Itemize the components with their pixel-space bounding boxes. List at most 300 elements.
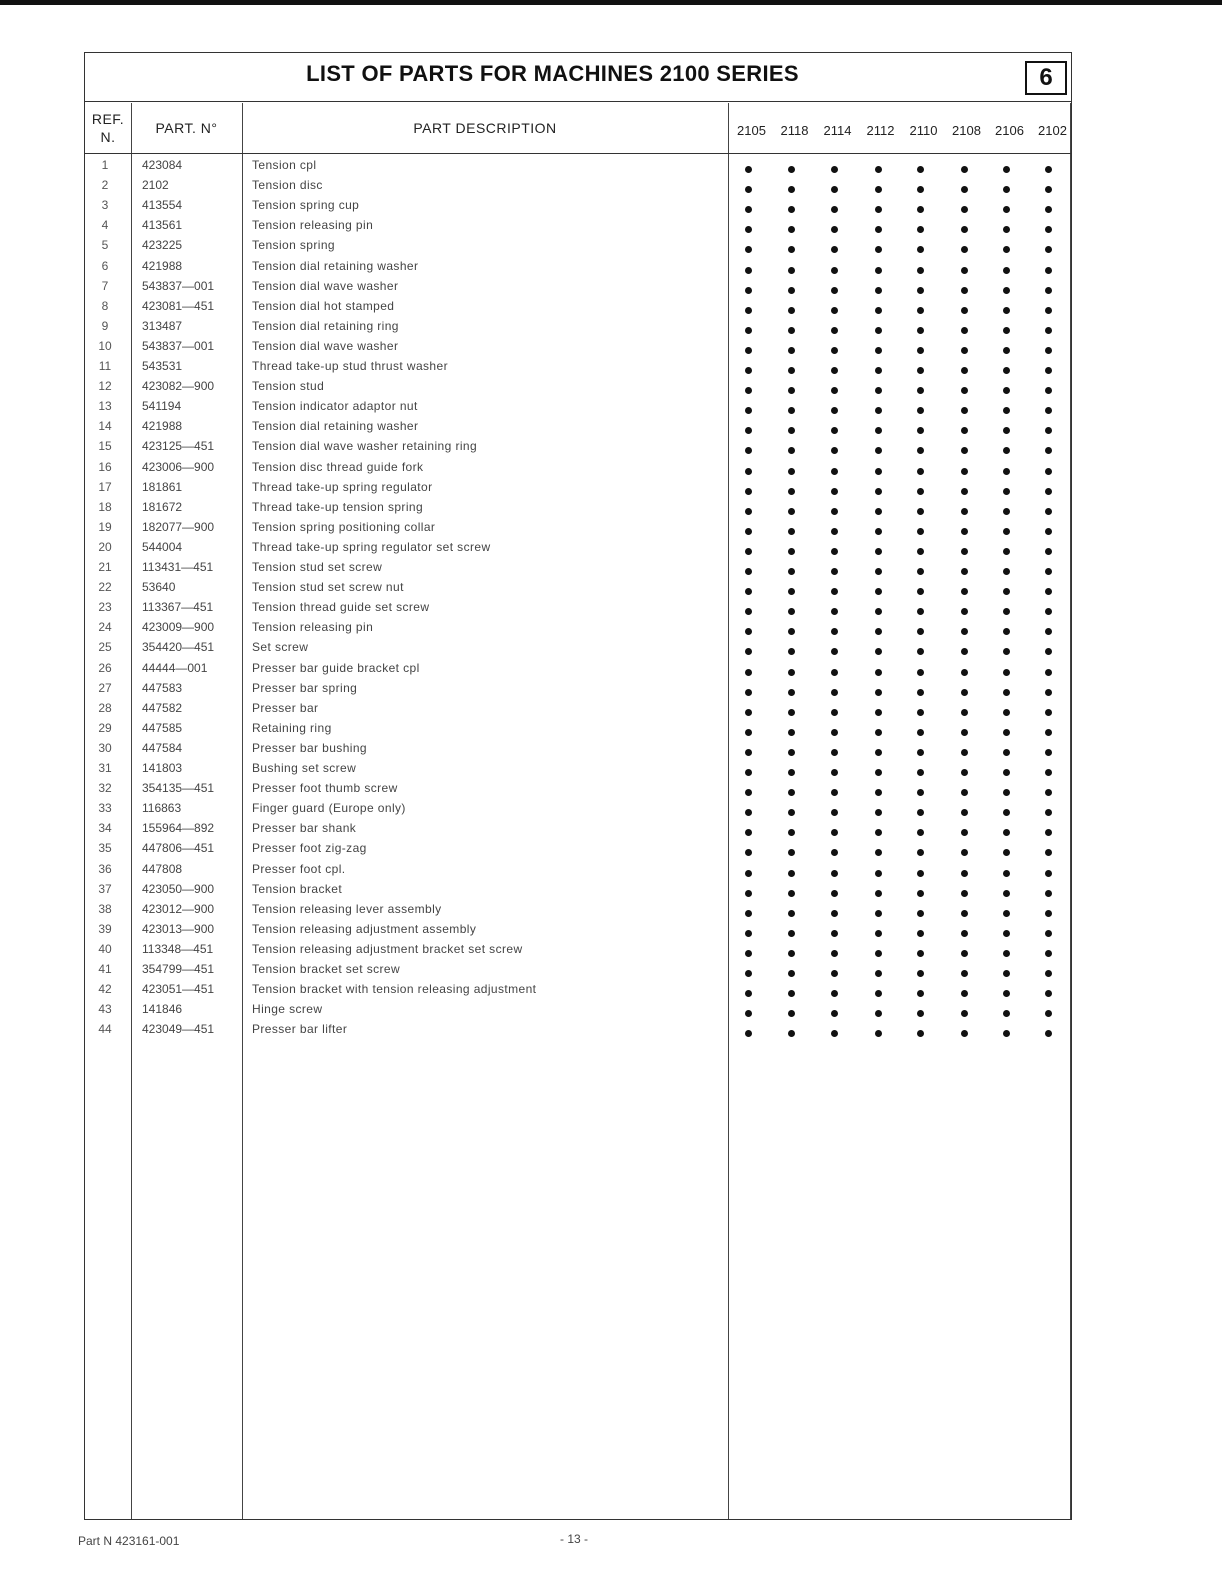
applicability-dot xyxy=(788,769,795,776)
table-row xyxy=(85,580,1071,600)
applicability-dot xyxy=(831,246,838,253)
applicability-dot xyxy=(917,809,924,816)
ref-cell: 39 xyxy=(98,921,112,936)
part-number-cell: 354135—451 xyxy=(142,781,215,796)
description-cell: Thread take-up spring regulator xyxy=(252,479,433,494)
applicability-dot xyxy=(831,267,838,274)
applicability-dot xyxy=(745,628,752,635)
part-number-cell: 447808 xyxy=(142,861,183,876)
applicability-dot xyxy=(1003,608,1010,615)
description-cell: Tension bracket set screw xyxy=(252,962,401,976)
applicability-dot xyxy=(961,287,968,294)
ref-cell: 31 xyxy=(98,761,112,775)
parts-list-frame xyxy=(84,52,1072,1520)
applicability-dot xyxy=(831,789,838,796)
applicability-dot xyxy=(875,648,882,655)
description-cell: Tension dial retaining washer xyxy=(252,258,419,273)
ref-cell: 13 xyxy=(98,399,112,414)
applicability-dot xyxy=(1003,327,1010,334)
applicability-dot xyxy=(1045,468,1052,475)
applicability-dot xyxy=(875,749,882,756)
applicability-dot xyxy=(831,749,838,756)
applicability-dot xyxy=(1003,246,1010,253)
applicability-dot xyxy=(961,628,968,635)
applicability-dot xyxy=(961,669,968,676)
model-header: 2102 xyxy=(1038,123,1067,138)
applicability-dot xyxy=(788,548,795,555)
ref-cell: 33 xyxy=(98,801,112,816)
applicability-dot xyxy=(831,608,838,615)
part-number-cell: 421988 xyxy=(142,419,183,434)
applicability-dot xyxy=(917,829,924,836)
applicability-dot xyxy=(788,628,795,635)
part-number-cell: 155964—892 xyxy=(142,821,215,836)
applicability-dot xyxy=(961,950,968,957)
applicability-dot xyxy=(1045,267,1052,274)
applicability-dot xyxy=(875,709,882,716)
applicability-dot xyxy=(788,930,795,937)
applicability-dot xyxy=(875,226,882,233)
part-number-cell: 541194 xyxy=(142,399,182,414)
table-row xyxy=(85,741,1071,761)
ref-cell: 11 xyxy=(98,359,112,373)
applicability-dot xyxy=(745,709,752,716)
part-number-cell: 447585 xyxy=(142,720,183,735)
applicability-dot xyxy=(1003,267,1010,274)
applicability-dot xyxy=(1045,809,1052,816)
applicability-dot xyxy=(917,669,924,676)
applicability-dot xyxy=(745,648,752,655)
applicability-dot xyxy=(745,186,752,193)
applicability-dot xyxy=(788,829,795,836)
applicability-dot xyxy=(831,568,838,575)
applicability-dot xyxy=(1003,427,1010,434)
applicability-dot xyxy=(961,468,968,475)
table-row xyxy=(85,661,1071,681)
applicability-dot xyxy=(831,990,838,997)
applicability-dot xyxy=(1045,568,1052,575)
part-number-cell: 544004 xyxy=(142,539,183,554)
applicability-dot xyxy=(745,588,752,595)
part-number-cell: 354420—451 xyxy=(142,640,215,655)
part-number-cell: 423013—900 xyxy=(142,921,215,936)
applicability-dot xyxy=(1045,749,1052,756)
applicability-dot xyxy=(788,809,795,816)
applicability-dot xyxy=(788,1010,795,1017)
applicability-dot xyxy=(1003,528,1010,535)
applicability-dot xyxy=(831,709,838,716)
applicability-dot xyxy=(831,206,838,213)
applicability-dot xyxy=(1045,387,1052,394)
part-number-cell: 423006—900 xyxy=(142,459,215,474)
applicability-dot xyxy=(745,789,752,796)
applicability-dot xyxy=(831,468,838,475)
applicability-dot xyxy=(1045,729,1052,736)
description-cell: Tension stud xyxy=(252,379,325,394)
applicability-dot xyxy=(1003,910,1010,917)
ref-cell: 29 xyxy=(98,720,112,735)
applicability-dot xyxy=(1045,669,1052,676)
applicability-dot xyxy=(875,488,882,495)
table-row xyxy=(85,841,1071,861)
applicability-dot xyxy=(1045,347,1052,354)
ref-n-header: N. xyxy=(100,129,116,145)
part-number-cell: 53640 xyxy=(142,580,176,595)
description-cell: Tension releasing adjustment assembly xyxy=(252,921,477,936)
description-cell: Tension releasing adjustment bracket set screw xyxy=(252,941,523,956)
ref-cell: 22 xyxy=(98,580,112,595)
applicability-dot xyxy=(831,849,838,856)
applicability-dot xyxy=(875,568,882,575)
applicability-dot xyxy=(961,427,968,434)
applicability-dot xyxy=(788,206,795,213)
applicability-dot xyxy=(1045,910,1052,917)
description-cell: Tension dial retaining ring xyxy=(252,318,399,333)
applicability-dot xyxy=(1045,608,1052,615)
applicability-dot xyxy=(1045,287,1052,294)
applicability-dot xyxy=(788,367,795,374)
table-row xyxy=(85,460,1071,480)
applicability-dot xyxy=(745,910,752,917)
applicability-dot xyxy=(961,226,968,233)
applicability-dot xyxy=(1045,528,1052,535)
applicability-dot xyxy=(961,890,968,897)
applicability-dot xyxy=(788,990,795,997)
applicability-dot xyxy=(961,447,968,454)
ref-cell: 18 xyxy=(98,499,112,514)
part-number-cell: 423049—451 xyxy=(142,1022,215,1037)
applicability-dot xyxy=(745,166,752,173)
applicability-dot xyxy=(917,226,924,233)
applicability-dot xyxy=(831,387,838,394)
applicability-dot xyxy=(1045,427,1052,434)
applicability-dot xyxy=(917,447,924,454)
applicability-dot xyxy=(1045,870,1052,877)
applicability-dot xyxy=(831,910,838,917)
applicability-dot xyxy=(917,166,924,173)
table-row xyxy=(85,259,1071,279)
description-cell: Tension dial retaining washer xyxy=(252,419,419,434)
applicability-dot xyxy=(1045,588,1052,595)
description-cell: Presser bar xyxy=(252,700,319,715)
applicability-dot xyxy=(875,267,882,274)
description-cell: Tension dial hot stamped xyxy=(252,298,395,313)
applicability-dot xyxy=(745,307,752,314)
applicability-dot xyxy=(875,246,882,253)
table-row xyxy=(85,882,1071,902)
ref-cell: 3 xyxy=(101,198,109,213)
applicability-dot xyxy=(788,729,795,736)
applicability-dot xyxy=(1003,930,1010,937)
table-row xyxy=(85,279,1071,299)
table-row xyxy=(85,600,1071,620)
description-cell: Tension bracket with tension releasing adjustment xyxy=(252,982,537,997)
applicability-dot xyxy=(1045,1010,1052,1017)
applicability-dot xyxy=(961,689,968,696)
part-number-cell: 423082—900 xyxy=(142,379,215,394)
applicability-dot xyxy=(917,528,924,535)
model-header: 2118 xyxy=(780,123,809,138)
applicability-dot xyxy=(1003,347,1010,354)
applicability-dot xyxy=(745,669,752,676)
table-row xyxy=(85,299,1071,319)
applicability-dot xyxy=(745,327,752,334)
applicability-dot xyxy=(745,447,752,454)
applicability-dot xyxy=(1003,990,1010,997)
applicability-dot xyxy=(1003,367,1010,374)
applicability-dot xyxy=(788,568,795,575)
applicability-dot xyxy=(1045,166,1052,173)
applicability-dot xyxy=(831,447,838,454)
table-row xyxy=(85,640,1071,660)
description-cell: Finger guard (Europe only) xyxy=(252,801,406,816)
applicability-dot xyxy=(875,829,882,836)
ref-header: REF. xyxy=(91,111,125,127)
part-number-cell: 543531 xyxy=(142,359,183,373)
table-row xyxy=(85,319,1071,339)
applicability-dot xyxy=(1045,990,1052,997)
applicability-dot xyxy=(875,287,882,294)
applicability-dot xyxy=(1045,488,1052,495)
model-header: 2114 xyxy=(823,123,852,138)
footer-page-number: - 13 - xyxy=(560,1532,589,1546)
applicability-dot xyxy=(917,648,924,655)
applicability-dot xyxy=(1045,829,1052,836)
table-row xyxy=(85,862,1071,882)
part-number-cell: 447583 xyxy=(142,680,183,695)
model-header: 2110 xyxy=(909,123,938,138)
applicability-dot xyxy=(788,447,795,454)
applicability-dot xyxy=(1045,970,1052,977)
applicability-dot xyxy=(831,628,838,635)
table-row xyxy=(85,902,1071,922)
ref-cell: 24 xyxy=(98,620,112,635)
applicability-dot xyxy=(961,367,968,374)
applicability-dot xyxy=(917,407,924,414)
applicability-dot xyxy=(875,307,882,314)
applicability-dot xyxy=(788,307,795,314)
part-number-cell: 543837—001 xyxy=(142,338,215,353)
applicability-dot xyxy=(875,206,882,213)
applicability-dot xyxy=(917,990,924,997)
applicability-dot xyxy=(1045,508,1052,515)
description-cell: Tension bracket xyxy=(252,881,343,896)
ref-cell: 10 xyxy=(98,338,112,353)
applicability-dot xyxy=(961,407,968,414)
ref-cell: 41 xyxy=(98,962,112,976)
applicability-dot xyxy=(917,910,924,917)
description-cell: Thread take-up tension spring xyxy=(252,499,424,514)
applicability-dot xyxy=(745,849,752,856)
applicability-dot xyxy=(961,206,968,213)
applicability-dot xyxy=(1003,186,1010,193)
applicability-dot xyxy=(917,267,924,274)
table-row xyxy=(85,198,1071,218)
header-divider xyxy=(85,153,1071,154)
applicability-dot xyxy=(788,468,795,475)
applicability-dot xyxy=(917,287,924,294)
applicability-dot xyxy=(875,1010,882,1017)
applicability-dot xyxy=(831,508,838,515)
applicability-dot xyxy=(875,588,882,595)
table-row xyxy=(85,1022,1071,1042)
table-row xyxy=(85,721,1071,741)
applicability-dot xyxy=(1045,689,1052,696)
part-number-cell: 354799—451 xyxy=(142,962,215,976)
applicability-dot xyxy=(1003,669,1010,676)
description-cell: Tension spring positioning collar xyxy=(252,519,436,534)
table-row xyxy=(85,218,1071,238)
part-number-cell: 313487 xyxy=(142,318,183,333)
applicability-dot xyxy=(875,970,882,977)
description-cell: Retaining ring xyxy=(252,720,332,735)
ref-cell: 32 xyxy=(98,781,112,796)
footer-part-number: Part N 423161-001 xyxy=(78,1534,180,1548)
applicability-dot xyxy=(1003,749,1010,756)
applicability-dot xyxy=(1045,628,1052,635)
applicability-dot xyxy=(961,267,968,274)
applicability-dot xyxy=(917,930,924,937)
applicability-dot xyxy=(745,387,752,394)
ref-cell: 4 xyxy=(101,218,109,233)
description-cell: Presser foot cpl. xyxy=(252,861,346,876)
applicability-dot xyxy=(875,407,882,414)
applicability-dot xyxy=(745,528,752,535)
applicability-dot xyxy=(961,568,968,575)
ref-cell: 36 xyxy=(98,861,112,876)
applicability-dot xyxy=(961,166,968,173)
applicability-dot xyxy=(831,829,838,836)
table-row xyxy=(85,158,1071,178)
table-row xyxy=(85,620,1071,640)
applicability-dot xyxy=(961,528,968,535)
applicability-dot xyxy=(961,186,968,193)
applicability-dot xyxy=(1003,648,1010,655)
applicability-dot xyxy=(831,327,838,334)
applicability-dot xyxy=(961,387,968,394)
description-cell: Hinge screw xyxy=(252,1002,323,1017)
applicability-dot xyxy=(745,1030,752,1037)
applicability-dot xyxy=(875,990,882,997)
applicability-dot xyxy=(917,427,924,434)
applicability-dot xyxy=(961,246,968,253)
applicability-dot xyxy=(1003,1030,1010,1037)
applicability-dot xyxy=(917,1010,924,1017)
part-number-cell: 2102 xyxy=(142,178,169,193)
applicability-dot xyxy=(831,1010,838,1017)
applicability-dot xyxy=(831,307,838,314)
applicability-dot xyxy=(745,769,752,776)
applicability-dot xyxy=(788,226,795,233)
table-row xyxy=(85,1002,1071,1022)
applicability-dot xyxy=(1045,1030,1052,1037)
table-row xyxy=(85,178,1071,198)
description-cell: Presser bar guide bracket cpl xyxy=(252,660,420,675)
applicability-dot xyxy=(745,468,752,475)
applicability-dot xyxy=(788,427,795,434)
applicability-dot xyxy=(875,870,882,877)
table-row xyxy=(85,379,1071,399)
applicability-dot xyxy=(1003,628,1010,635)
ref-cell: 2 xyxy=(101,178,109,193)
ref-cell: 7 xyxy=(101,278,109,293)
description-cell: Presser foot zig-zag xyxy=(252,841,367,856)
ref-cell: 35 xyxy=(98,841,112,856)
ref-cell: 6 xyxy=(101,258,109,273)
part-number-cell: 423051—451 xyxy=(142,982,215,997)
applicability-dot xyxy=(788,327,795,334)
table-row xyxy=(85,942,1071,962)
table-row xyxy=(85,821,1071,841)
table-row xyxy=(85,238,1071,258)
applicability-dot xyxy=(745,829,752,836)
applicability-dot xyxy=(961,809,968,816)
part-number-cell: 423084 xyxy=(142,158,183,172)
applicability-dot xyxy=(831,870,838,877)
applicability-dot xyxy=(831,930,838,937)
applicability-dot xyxy=(1003,689,1010,696)
applicability-dot xyxy=(1003,548,1010,555)
applicability-dot xyxy=(961,548,968,555)
table-row xyxy=(85,982,1071,1002)
applicability-dot xyxy=(917,1030,924,1037)
description-cell: Tension releasing lever assembly xyxy=(252,901,442,916)
applicability-dot xyxy=(961,970,968,977)
applicability-dot xyxy=(788,287,795,294)
applicability-dot xyxy=(788,608,795,615)
applicability-dot xyxy=(961,769,968,776)
applicability-dot xyxy=(875,930,882,937)
part-number-cell: 543837—001 xyxy=(142,278,215,293)
applicability-dot xyxy=(1003,407,1010,414)
applicability-dot xyxy=(831,528,838,535)
applicability-dot xyxy=(961,347,968,354)
applicability-dot xyxy=(875,508,882,515)
applicability-dot xyxy=(875,186,882,193)
description-cell: Tension spring cup xyxy=(252,198,360,213)
ref-cell: 34 xyxy=(98,821,112,836)
page-title: LIST OF PARTS FOR MACHINES 2100 SERIES xyxy=(306,61,799,86)
applicability-dot xyxy=(745,508,752,515)
applicability-dot xyxy=(875,769,882,776)
table-row xyxy=(85,520,1071,540)
applicability-dot xyxy=(875,608,882,615)
ref-cell: 9 xyxy=(101,318,109,333)
ref-cell: 1 xyxy=(101,158,109,172)
applicability-dot xyxy=(745,206,752,213)
applicability-dot xyxy=(745,347,752,354)
part-number-cell: 113367—451 xyxy=(142,600,214,615)
model-header: 2112 xyxy=(866,123,895,138)
applicability-dot xyxy=(1003,789,1010,796)
applicability-dot xyxy=(961,849,968,856)
applicability-dot xyxy=(1045,709,1052,716)
table-row xyxy=(85,480,1071,500)
applicability-dot xyxy=(961,870,968,877)
applicability-dot xyxy=(1003,729,1010,736)
table-row xyxy=(85,781,1071,801)
applicability-dot xyxy=(875,849,882,856)
applicability-dot xyxy=(1003,809,1010,816)
applicability-dot xyxy=(745,407,752,414)
applicability-dot xyxy=(875,347,882,354)
applicability-dot xyxy=(788,910,795,917)
description-cell: Tension disc thread guide fork xyxy=(252,459,424,474)
applicability-dot xyxy=(1045,930,1052,937)
ref-cell: 27 xyxy=(98,680,112,695)
applicability-dot xyxy=(1045,648,1052,655)
description-cell: Tension releasing pin xyxy=(252,620,374,635)
